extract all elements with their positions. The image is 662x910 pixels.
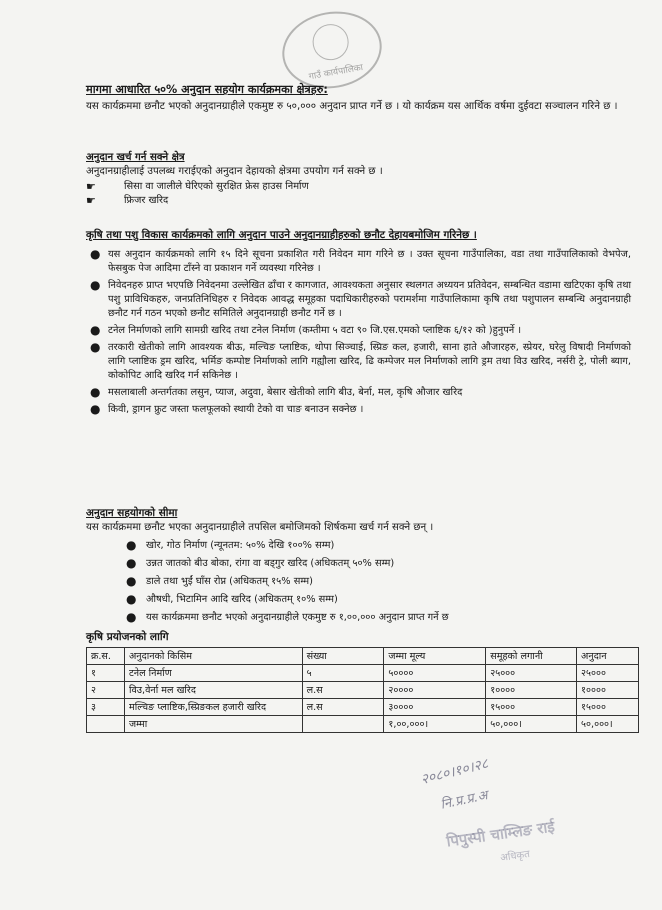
- section-selection-process: [86, 228, 631, 420]
- section-heading: कृषि प्रयोजनको लागि: [86, 631, 169, 643]
- section-intro: यस कार्यक्रममा छनौट भएका अनुदानग्राहीले तपसिल बमोजिमको शिर्षकमा खर्च गर्न सक्ने छन् ।: [86, 522, 434, 533]
- bullet-icon: ●: [126, 538, 137, 552]
- list-item: ● तरकारी खेतीको लागि आवश्यक बीऊ, मल्चिङ प्लाष्टिक, थोपा सिञ्चाई, स्प्रिङ कल, हजारी, साना हाते औजारहरु, स्प्रेयर, घरेलु विषादी निर्माणको लागि प्लाष्टिक ड्रम खरिद, भर्मिङ कम्पोष्ट निर्माणको लागि गह्यौला खरिद, ढि कम्पेजर मल निर्माणको लागि ड्रम तथा विउ खरिद, नर्सरी ट्रे, पोली ब्याग, कोकोपिट आदि खरिद गर्न सकिनेछ ।: [90, 340, 631, 381]
- table-cell: [87, 716, 125, 733]
- table-header-row: [87, 648, 639, 665]
- seal-text: गाउँ कार्यपालिका: [308, 62, 364, 83]
- bullet-icon: ●: [90, 278, 101, 292]
- bullet-icon: ●: [126, 610, 137, 624]
- list-item: ● निवेदनहरु प्राप्त भएपछि निवेदनमा उल्लेखित ढाँचा र कागजात, आवश्यकता अनुसार स्थलगत अध्ययन प्रतिवेदन, सम्बन्धित वडामा खटिएका कृषि तथा पशु प्राविधिकहरु, जनप्रतिनिधिहरु र निवेदक आवद्ध समूहका पदाधिकारीहरुको परामर्शमा गाउँपालिकामा कृषि तथा पशुपालन सम्बन्धि अनुदानग्राही छनौट गर्न गठन भएको छनौट समितिले अनुदानग्राही छनौट गर्ने छ ।: [90, 278, 631, 319]
- column-header: जम्मा मूल्य: [384, 648, 486, 665]
- table-cell: ३: [87, 699, 125, 716]
- list-item: ● यस कार्यक्रममा छनौट भएको अनुदानग्राहीले एकमुष्ट रु १,००,००० अनुदान प्राप्त गर्ने छ: [126, 610, 449, 624]
- seal-emblem-icon: [310, 21, 352, 63]
- section-agri-purpose: [86, 630, 631, 645]
- table-cell: [302, 716, 384, 733]
- table-cell: २: [87, 682, 125, 699]
- list-item: ☛ फ्रिजर खरिद: [86, 194, 169, 207]
- table-cell: ल.स: [302, 682, 384, 699]
- table-cell: २५०००: [577, 665, 639, 682]
- selection-list: [86, 248, 631, 417]
- section-grant-limits: [86, 506, 631, 629]
- list-item: ● यस अनुदान कार्यक्रमको लागि १५ दिने सूचना प्रकाशित गरी निवेदन माग गरिने छ । उक्त सूचना गाउँपालिका, वडा तथा गाउँपालिकाको वेभपेज, फेसबुक पेज आदिमा टाँस्ने वा प्रकाशन गर्ने व्यवस्था गरिनेछ ।: [90, 247, 631, 274]
- table-cell: जम्मा: [124, 716, 302, 733]
- grant-table: [86, 647, 639, 733]
- signatory-name-stamp: पिपुस्पी चाम्लिङ राई: [445, 817, 556, 851]
- table-cell: १,००,०००।: [384, 716, 486, 733]
- table-cell: १००००: [577, 682, 639, 699]
- bullet-icon: ●: [90, 340, 101, 354]
- table-cell: २५०००: [486, 665, 577, 682]
- table-row: [87, 682, 639, 699]
- table-row: [87, 665, 639, 682]
- list-item: ● खोर, गोठ निर्माण (न्यूनतम: ५०% देखि १००% सम्म): [126, 538, 335, 552]
- bullet-icon: ●: [90, 385, 101, 399]
- section-heading: मागमा आधारित ५०% अनुदान सहयोग कार्यक्रमका क्षेत्रहरु:: [86, 83, 328, 96]
- table-cell: टनेल निर्माण: [124, 665, 302, 682]
- list-item: ● उन्नत जातको बीउ बोका, रांगा वा बड्गुर खरिद (अधिकतम् ५०% सम्म): [126, 556, 395, 570]
- list-item: ● डाले तथा भुईं घाँस रोप्न (अधिकतम् १५% सम्म): [126, 574, 313, 588]
- section-spending-areas: [86, 150, 631, 208]
- column-header: अनुदानको किसिम: [124, 648, 302, 665]
- bullet-icon: ●: [126, 574, 137, 588]
- spending-list: [86, 180, 631, 208]
- pointing-hand-icon: ☛: [86, 194, 96, 207]
- table-cell: ३००००: [384, 699, 486, 716]
- table-cell: ५००००: [384, 665, 486, 682]
- table-total-row: [87, 716, 639, 733]
- table-cell: १५०००: [486, 699, 577, 716]
- bullet-icon: ●: [126, 556, 137, 570]
- signatory-title-stamp: अधिकृत: [499, 848, 531, 865]
- list-item: ● टनेल निर्माणको लागि सामग्री खरिद तथा टनेल निर्माण (कम्तीमा ५ वटा ९० जि.एस.एमको प्लाष्टिक ६/१२ को )हुनुपर्ने ।: [90, 323, 522, 337]
- list-item: ● औषधी, भिटामिन आदि खरिद (अधिकतम् १०% सम्म): [126, 592, 338, 606]
- bullet-icon: ●: [90, 323, 101, 337]
- bullet-icon: ●: [126, 592, 137, 606]
- section-body: यस कार्यक्रममा छनौट भएको अनुदानग्राहीले एकमुष्ट रु ५०,००० अनुदान प्राप्त गर्ने छ । यो कार्यक्रम यस आर्थिक वर्षमा दुईवटा सञ्चालन गरिने छ ।: [86, 101, 618, 112]
- table-cell: ५: [302, 665, 384, 682]
- list-item: ● मसलाबाली अन्तर्गतका लसुन, प्याज, अदुवा, बेसार खेतीको लागि बीउ, बेर्ना, मल, कृषि औजार खरिद: [90, 385, 463, 399]
- list-item: ☛ सिसा वा जालीले घेरिएको सुरक्षित फ्रेस हाउस निर्माण: [86, 180, 309, 193]
- list-item: ● किवी, ड्रागन फ्रुट जस्ता फलफूलको स्थायी टेको वा चाङ बनाउन सक्नेछ ।: [90, 402, 364, 416]
- signature-note: नि.प्र.प्र.अ: [439, 788, 490, 813]
- bullet-icon: ●: [90, 402, 101, 416]
- section-heading: अनुदान सहयोगको सीमा: [86, 507, 178, 519]
- signature-date: २०८०।१०।२८: [419, 755, 490, 789]
- section-intro: अनुदानग्राहीलाई उपलब्ध गराईएको अनुदान देहायको क्षेत्रमा उपयोग गर्न सक्ने छ ।: [86, 166, 383, 177]
- table-cell: २००००: [384, 682, 486, 699]
- column-header: समूहको लगानी: [486, 648, 577, 665]
- section-heading: कृषि तथा पशु विकास कार्यक्रमको लागि अनुदान पाउने अनुदानग्राहीहरुको छनौट देहायबमोजिम गरिनेछ ।: [86, 229, 477, 241]
- table-cell: मल्चिङ प्लाष्टिक,स्प्रिङकल हजारी खरिद: [124, 699, 302, 716]
- table-row: [87, 699, 639, 716]
- section-grant-areas: [86, 82, 631, 114]
- table-cell: विउ,वेर्ना मल खरिद: [124, 682, 302, 699]
- table-cell: ल.स: [302, 699, 384, 716]
- column-header: संख्या: [302, 648, 384, 665]
- table-cell: ५०,०००।: [486, 716, 577, 733]
- table-cell: १५०००: [577, 699, 639, 716]
- section-heading: अनुदान खर्च गर्न सक्ने क्षेत्र: [86, 152, 185, 163]
- table-cell: १००००: [486, 682, 577, 699]
- table-cell: १: [87, 665, 125, 682]
- pointing-hand-icon: ☛: [86, 180, 96, 193]
- bullet-icon: ●: [90, 247, 101, 261]
- limits-list: [86, 539, 631, 625]
- column-header: अनुदान: [577, 648, 639, 665]
- table-cell: ५०,०००।: [577, 716, 639, 733]
- column-header: क्र.स.: [87, 648, 125, 665]
